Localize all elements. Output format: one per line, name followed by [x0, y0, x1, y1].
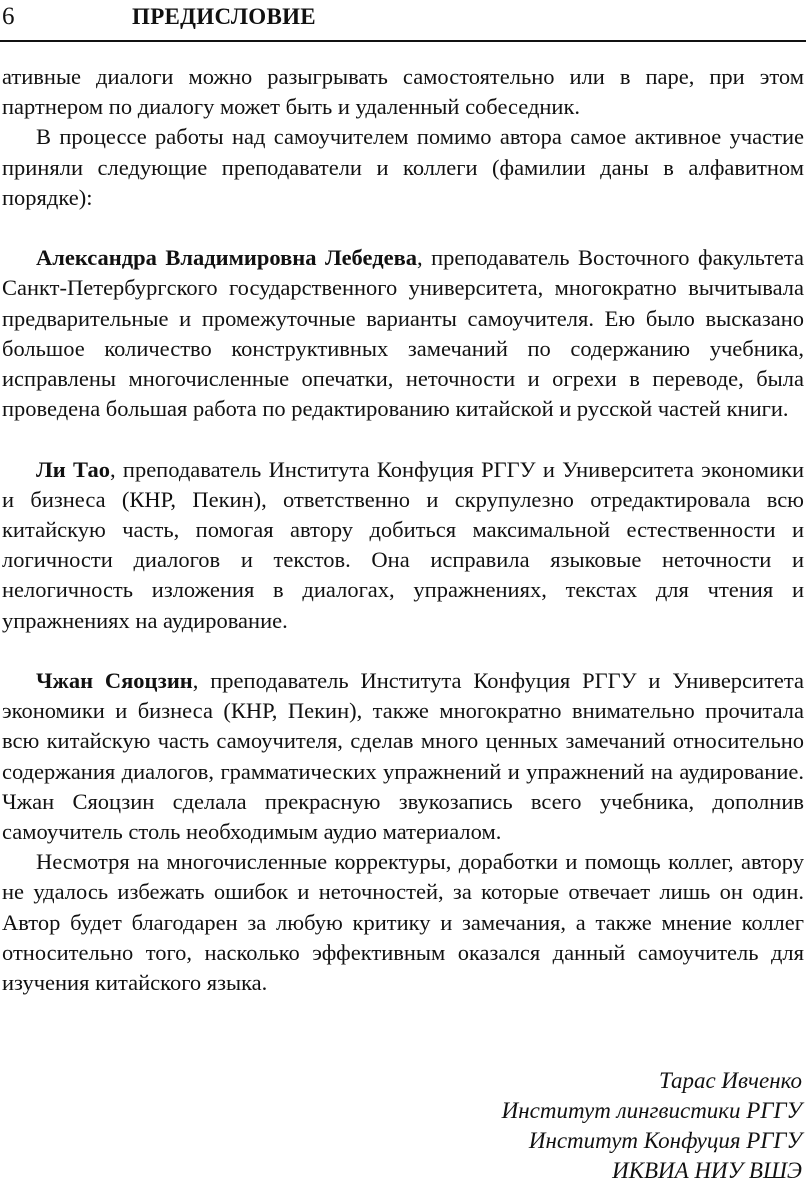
author-affiliation-3: ИКВИА НИУ ВШЭ	[612, 1158, 802, 1183]
paragraph-continuation: ативные диалоги можно разыгрывать самостоятельно или в паре, при этом партнером по диалогу может быть и удаленный собеседник.	[2, 64, 804, 120]
contributor-name-lebedeva: Александра Владимировна Лебедева	[36, 245, 417, 271]
author-signature	[502, 1066, 802, 1186]
page-header	[0, 2, 806, 42]
paragraph-li-tao	[2, 455, 804, 636]
paragraph-zhang	[2, 666, 804, 847]
contributor-name-zhang: Чжан Сяоцзин	[36, 668, 193, 694]
contributor-text-lebedeva: , преподаватель Восточного факультета Санкт-Петербургского государственного университета, многократно вычитывала предварительные и промежуточные варианты самоучителя. Ею было высказано большое количество конструктивных замечаний по содержанию учебника, исправлены многочисленные опечатки, неточности и огрехи в переводе, была проведена большая работа по редактированию китайской и русской частей книги.	[2, 245, 804, 422]
body-text	[2, 62, 804, 998]
page-number: 6	[2, 3, 15, 30]
author-affiliation-1: Институт лингвистики РГГУ	[501, 1098, 802, 1123]
running-title: ПРЕДИСЛОВИЕ	[132, 4, 316, 29]
paragraph-lebedeva	[2, 243, 804, 424]
paragraph-contributors-intro: В процессе работы над самоучителем помимо автора самое активное участие приняли следующие преподаватели и коллеги (фамилии даны в алфавитном порядке):	[2, 124, 804, 210]
author-name: Тарас Ивченко	[659, 1068, 802, 1093]
paragraph-closing: Несмотря на многочисленные корректуры, доработки и помощь коллег, автору не удалось избежать ошибок и неточностей, за которые отвечает лишь он один. Автор будет благодарен за любую критику и замечания, а также мнение коллег относительно того, насколько эффективным оказался данный самоучитель для изучения китайского языка.	[2, 849, 804, 996]
contributor-text-zhang: , преподаватель Института Конфуция РГГУ и Университета экономики и бизнеса (КНР, Пекин), также многократно внимательно прочитала всю китайскую часть самоучителя, сделав много ценных замечаний относительно содержания диалогов, грамматических упражнений и упражнений на аудирование. Чжан Сяоцзин сделала прекрасную звукозапись всего учебника, дополнив самоучитель столь необходимым аудио материалом.	[2, 668, 805, 845]
contributor-text-li-tao: , преподаватель Института Конфуция РГГУ и Университета экономики и бизнеса (КНР, Пекин), ответственно и скрупулезно отредактировала всю китайскую часть, помогая автору добиться максимальной естественности и логичности диалогов и текстов. Она исправила языковые неточности и нелогичность изложения в диалогах, упражнениях, текстах для чтения и упражнениях на аудирование.	[2, 456, 804, 633]
author-affiliation-2: Институт Конфуция РГГУ	[528, 1128, 802, 1153]
contributor-name-li-tao: Ли Тао	[36, 456, 110, 482]
